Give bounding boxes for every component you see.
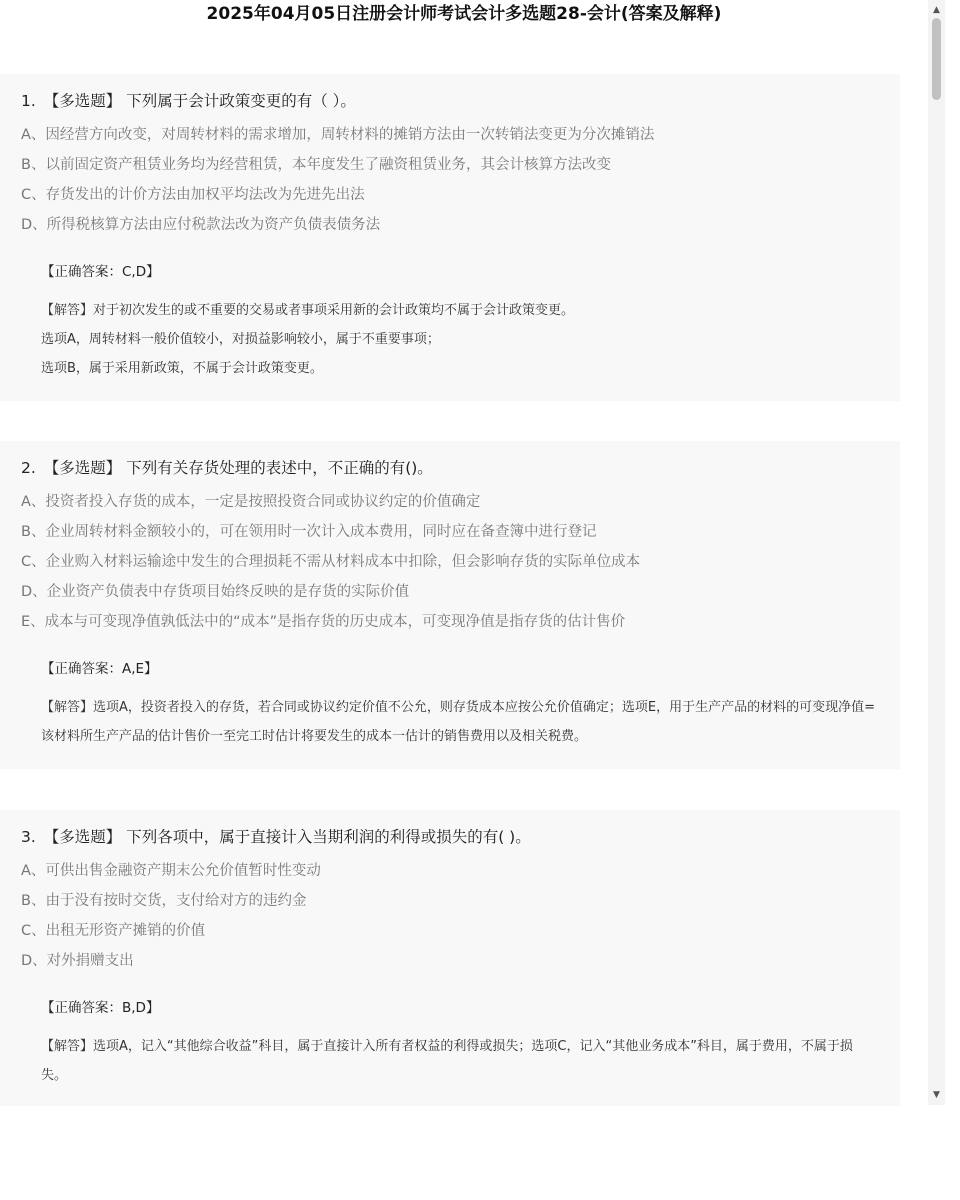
question-heading: [21, 90, 900, 112]
answer-block: [21, 262, 900, 383]
question-heading: [21, 826, 900, 848]
explanation-line: 选项A，投资者投入的存货，若合同或协议约定价值不公允，则存货成本应按公允价值确定；选项E，用于生产产品的材料的可变现净值=该材料所生产产品的估计售价一至完工时估计将要发生的成本一估计的销售费用以及相关税费。: [41, 700, 876, 744]
correct-answer: 【正确答案：B,D】: [41, 1000, 160, 1016]
explanation-line: 对于初次发生的或不重要的交易或者事项采用新的会计政策均不属于会计政策变更。: [93, 303, 575, 318]
scroll-down-arrow-icon[interactable]: ▼: [933, 1090, 940, 1100]
vertical-scrollbar[interactable]: [928, 0, 945, 1105]
option-a: A、投资者投入存货的成本，一定是按照投资合同或协议约定的价值确定: [21, 494, 481, 510]
scroll-up-arrow-icon[interactable]: ▲: [933, 5, 940, 15]
question-number: 1.: [21, 92, 36, 110]
question-number: 2.: [21, 459, 36, 477]
option-a: A、可供出售金融资产期末公允价值暂时性变动: [21, 863, 321, 879]
explanation: [41, 1032, 900, 1090]
question-stem: 下列有关存货处理的表述中，不正确的有()。: [126, 459, 433, 477]
explanation: [41, 296, 900, 383]
explanation-line: 选项A，记入“其他综合收益”科目，属于直接计入所有者权益的利得或损失；选项C，记入“其他业务成本”科目，属于费用，不属于损失。: [41, 1039, 853, 1083]
explanation-tag: 【解答】: [41, 303, 94, 318]
option-a: A、因经营方向改变，对周转材料的需求增加，周转材料的摊销方法由一次转销法变更为分次摊销法: [21, 127, 655, 143]
question-stem: 下列属于会计政策变更的有（ ）。: [126, 92, 356, 110]
answer-block: [21, 659, 900, 751]
question-stem: 下列各项中，属于直接计入当期利润的利得或损失的有( )。: [126, 828, 531, 846]
question-type: 【多选题】: [43, 459, 122, 477]
option-e: E、成本与可变现净值孰低法中的“成本”是指存货的历史成本，可变现净值是指存货的估计售价: [21, 614, 626, 630]
explanation-tag: 【解答】: [41, 1039, 94, 1054]
explanation-line: 选项A，周转材料一般价值较小，对损益影响较小，属于不重要事项；: [41, 332, 440, 347]
question-heading: [21, 457, 900, 479]
explanation-tag: 【解答】: [41, 700, 94, 715]
option-b: B、由于没有按时交货，支付给对方的违约金: [21, 893, 307, 909]
explanation: [41, 693, 900, 751]
question-type: 【多选题】: [43, 828, 122, 846]
page-title: 2025年04月05日注册会计师考试会计多选题28-会计(答案及解释): [206, 4, 722, 24]
question-card-2: [0, 441, 900, 769]
option-b: B、以前固定资产租赁业务均为经营租赁，本年度发生了融资租赁业务，其会计核算方法改变: [21, 157, 611, 173]
question-type: 【多选题】: [43, 92, 122, 110]
answer-block: [21, 998, 900, 1090]
explanation-line: 选项B，属于采用新政策，不属于会计政策变更。: [41, 361, 323, 376]
option-b: B、企业周转材料金额较小的，可在领用时一次计入成本费用，同时应在备查簿中进行登记: [21, 524, 597, 540]
question-card-1: [0, 74, 900, 401]
option-d: D、所得税核算方法由应付税款法改为资产负债表债务法: [21, 217, 381, 233]
option-d: D、对外捐赠支出: [21, 953, 134, 969]
question-number: 3.: [21, 828, 36, 846]
option-c: C、出租无形资产摊销的价值: [21, 923, 206, 939]
option-c: C、存货发出的计价方法由加权平均法改为先进先出法: [21, 187, 365, 203]
question-card-3: [0, 810, 900, 1106]
option-d: D、企业资产负债表中存货项目始终反映的是存货的实际价值: [21, 584, 410, 600]
option-c: C、企业购入材料运输途中发生的合理损耗不需从材料成本中扣除，但会影响存货的实际单位成本: [21, 554, 641, 570]
scrollbar-thumb[interactable]: [932, 18, 941, 100]
correct-answer: 【正确答案：C,D】: [41, 264, 160, 280]
correct-answer: 【正确答案：A,E】: [41, 661, 158, 677]
